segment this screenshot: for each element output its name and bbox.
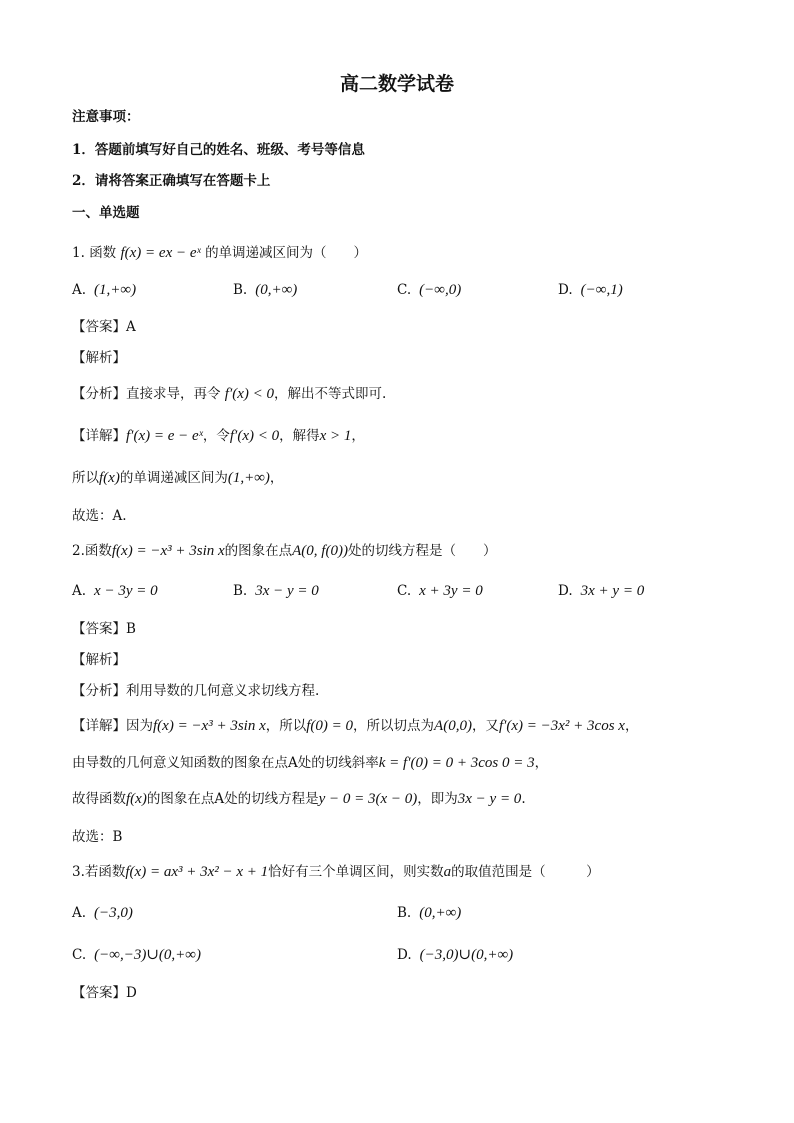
question-text: 函数 [89, 245, 117, 261]
question-3: 3.若函数f(x) = ax³ + 3x² − x + 1恰好有三个单调区间，则实数a的取值范围是（ ） [72, 864, 600, 880]
notice-heading: 注意事项： [72, 109, 140, 125]
question-2: 2.函数f(x) = −x³ + 3sin x的图象在点A(0, f(0))处的切线方程是（ ） [72, 543, 497, 559]
jiexi-label: 【解析】 [72, 652, 126, 668]
option-b: B. (0,+∞) [233, 282, 298, 298]
option-a: A. x − 3y = 0 [72, 583, 158, 599]
option-d: D. (−∞,1) [558, 282, 623, 298]
detail-line-3: 故得函数f(x)的图象在点A处的切线方程是y − 0 = 3(x − 0)，即为3x − y = 0. [72, 791, 526, 807]
option-b: B. 3x − y = 0 [233, 583, 319, 599]
section-heading: 一、单选题 [72, 205, 140, 221]
option-c: C. x + 3y = 0 [397, 583, 483, 599]
question-text: 的单调递减区间为（ ） [205, 245, 368, 261]
detail-line-2: 由导数的几何意义知函数的图象在点A处的切线斜率k = f′(0) = 0 + 3cos 0 = 3， [72, 755, 549, 771]
option-c: C. (−∞,−3)∪(0,+∞) [72, 947, 201, 963]
detail-line: 【详解】f′(x) = e − eˣ，令f′(x) < 0，解得x > 1， [72, 428, 365, 444]
analysis-line: 【分析】直接求导，再令 f′(x) < 0，解出不等式即可. [72, 386, 387, 402]
answer-line: 【答案】A [72, 319, 136, 335]
notice-item-2: 2．请将答案正确填写在答题卡上 [72, 173, 271, 189]
option-c: C. (−∞,0) [397, 282, 462, 298]
choice-line: 故选：B [72, 829, 123, 845]
option-b: B. (0,+∞) [397, 905, 462, 921]
option-d: D. (−3,0)∪(0,+∞) [397, 947, 514, 963]
page-title: 高二数学试卷 [339, 73, 454, 95]
analysis-line: 【分析】利用导数的几何意义求切线方程. [72, 683, 320, 699]
option-a: A. (−3,0) [72, 905, 133, 921]
answer-line: 【答案】D [72, 985, 137, 1001]
question-number: 1. [72, 245, 85, 261]
choice-line: 故选：A. [72, 508, 127, 524]
conclusion-line: 所以f(x)的单调递减区间为(1,+∞)， [72, 470, 284, 486]
question-1 [72, 244, 367, 262]
option-a: A. (1,+∞) [72, 282, 137, 298]
answer-line: 【答案】B [72, 621, 136, 637]
jiexi-label: 【解析】 [72, 350, 126, 366]
notice-item-1: 1．答题前填写好自己的姓名、班级、考号等信息 [72, 142, 365, 158]
math-expression: f(x) = ex − eˣ [120, 245, 201, 261]
option-d: D. 3x + y = 0 [558, 583, 645, 599]
detail-line: 【详解】因为f(x) = −x³ + 3sin x，所以f(0) = 0，所以切点为A(0,0)，又f′(x) = −3x² + 3cos x， [72, 718, 639, 734]
